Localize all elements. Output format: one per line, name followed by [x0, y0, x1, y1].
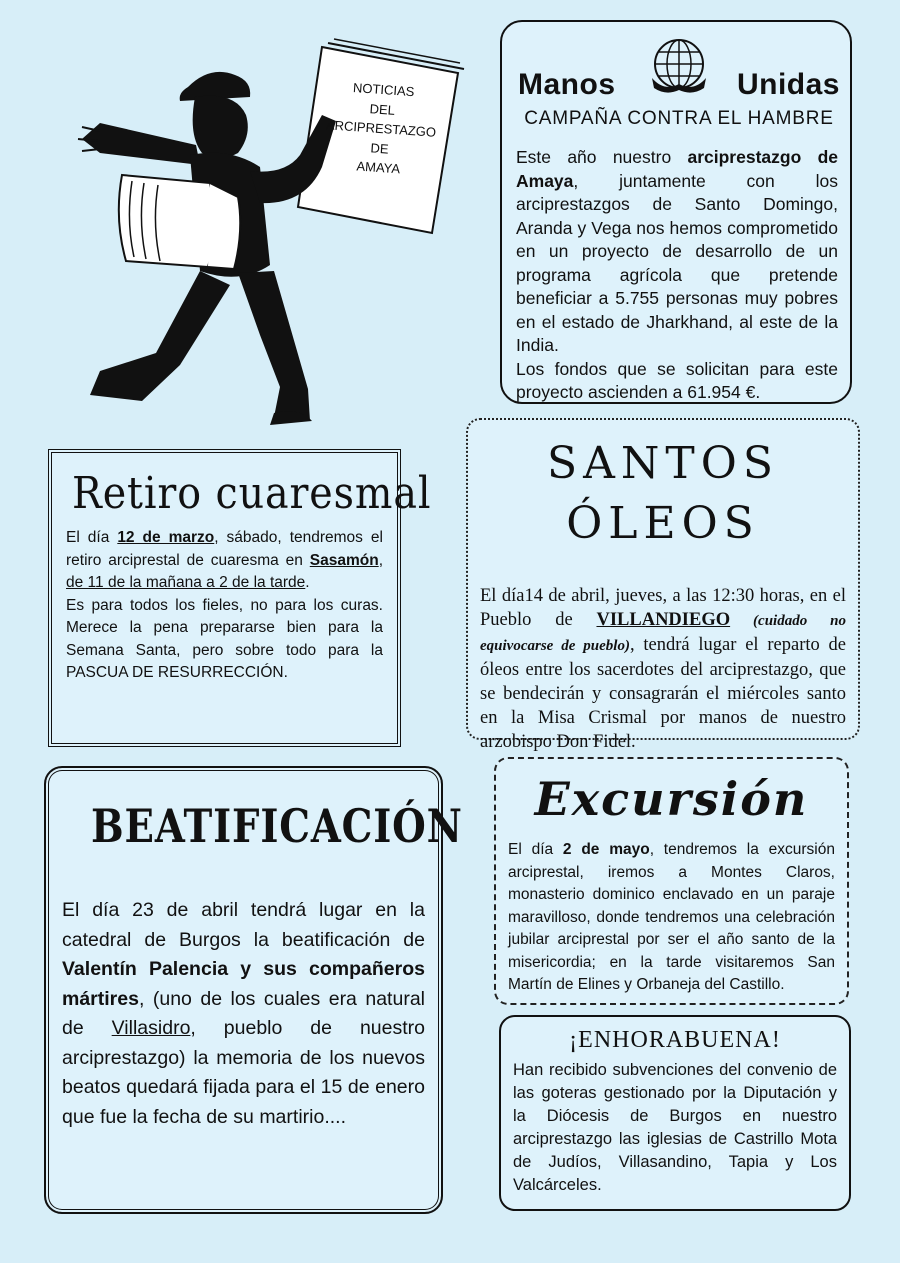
text-run: , tendrá lugar el reparto de óleos entre los sacerdotes del arciprestazgo, que se bendecirán y consagrarán el miércoles santo en la Misa Crismal por manos de nuestro arzobispo Don Fidel. — [480, 635, 847, 752]
retiro-box — [48, 449, 432, 747]
text-run: El día14 de abril, jueves, a las 12:30 horas, en el Pueblo de — [480, 586, 846, 630]
head — [193, 96, 248, 158]
brand-right: Unidas — [736, 68, 840, 101]
retiro-place: Sasamón — [309, 551, 379, 569]
enhorabuena-box — [499, 1015, 851, 1211]
santos-oleos-box — [466, 418, 860, 752]
paragraph — [66, 527, 383, 595]
text-run: , sábado, tendremos el retiro arciprestal de cuaresma en — [66, 529, 383, 569]
enhorabuena-title: ¡ENHORABUENA! — [569, 1027, 781, 1053]
text-run: , — [378, 551, 383, 569]
globe-logo-icon — [644, 38, 714, 94]
oleos-text — [480, 584, 846, 754]
archpriesthood-name: arciprestazgo de Amaya — [516, 147, 838, 191]
text-run: , pueblo de nuestro arciprestazgo) la memoria de los nuevos beatos quedará fijada para el 15 de enero que fue la fecha de su martirio.... — [62, 1017, 425, 1128]
back-leg — [90, 271, 230, 401]
beatificacion-text — [62, 896, 425, 1132]
retiro-text — [66, 527, 383, 685]
campaign-subtitle: CAMPAÑA CONTRA EL HAMBRE — [524, 108, 834, 129]
paragraph — [480, 584, 846, 754]
paragraph: Es para todos los fieles, no para los curas. Merece la pena prepararse bien para la Semana Santa, pero sobre todo para la PASCUA DE RESURRECCIÓN. — [66, 596, 383, 681]
enhorabuena-text: Han recibido subvenciones del convenio de las goteras gestionado por la Diputación y la Diócesis de Burgos en nuestro arciprestazgo las iglesias de Castrillo Mota de Judíos, Villasandino, Tapia y Los Valcárceles. — [513, 1061, 837, 1194]
paragraph — [516, 146, 838, 358]
masthead-line: NOTICIAS — [352, 79, 415, 100]
excursion-box — [494, 757, 849, 1005]
text-run: , (uno de los cuales era natural de — [62, 987, 425, 1039]
text-run: . — [305, 574, 310, 591]
paragraph — [508, 839, 835, 997]
retiro-date: 12 de marzo — [117, 529, 215, 546]
excursion-date: 2 de mayo — [562, 841, 650, 858]
beatificacion-title: BEATIFICACIÓN — [91, 799, 463, 853]
oleos-title: SANTOS ÓLEOS — [547, 438, 779, 549]
front-leg — [238, 271, 310, 421]
text-run: Este año nuestro — [516, 147, 688, 167]
manos-unidas-box — [500, 20, 852, 404]
excursion-title: Excursión — [534, 772, 809, 826]
retiro-title: Retiro cuaresmal — [72, 468, 432, 519]
excursion-text — [508, 839, 835, 997]
text-run: El día — [66, 529, 118, 546]
text-run: , juntamente con los arciprestazgos de Santo Domingo, Aranda y Vega nos hemos comprometido en un proyecto de desarrollo de un programa agrícola que pretende beneficiar a 5.755 personas muy pobres en el estado de Jharkhand, al este de la India. — [516, 170, 838, 355]
text-run: El día 23 de abril tendrá lugar en la catedral de Burgos la beatificación de — [62, 899, 425, 951]
text-run: , tendremos la excursión arciprestal, iremos a Montes Claros, monasterio dominico enclavado en un paraje maravilloso, donde tendremos una celebración jubilar arciprestal por ser el año santo de la misericordia; en la tarde visitaremos San Martín de Elines y Orbaneja del Castillo. — [508, 841, 835, 993]
masthead-line: ARCIPRESTAZGO — [325, 117, 437, 140]
paragraph — [62, 896, 425, 1132]
retiro-time: de 11 de la mañana a 2 de la tarde — [66, 574, 306, 591]
newspaper-masthead — [319, 76, 444, 181]
masthead-line: AMAYA — [356, 158, 401, 177]
beatificacion-box — [44, 766, 463, 1214]
beatificacion-place: Villasidro — [111, 1017, 191, 1039]
masthead-line: DEL — [369, 100, 396, 118]
masthead-line: DE — [370, 139, 390, 157]
martyrs-names: Valentín Palencia y sus compañeros mártires — [62, 958, 425, 1010]
manos-unidas-text — [516, 146, 838, 405]
scarf — [82, 123, 200, 165]
text-run: El día — [508, 841, 563, 858]
oleos-place: VILLANDIEGO — [596, 610, 731, 630]
paragraph: Los fondos que se solicitan para este proyecto ascienden a 61.954 €. — [516, 358, 838, 402]
brand-left: Manos — [518, 68, 616, 101]
oleos-note: (cuidado no equivocarse de pueblo) — [480, 613, 846, 654]
